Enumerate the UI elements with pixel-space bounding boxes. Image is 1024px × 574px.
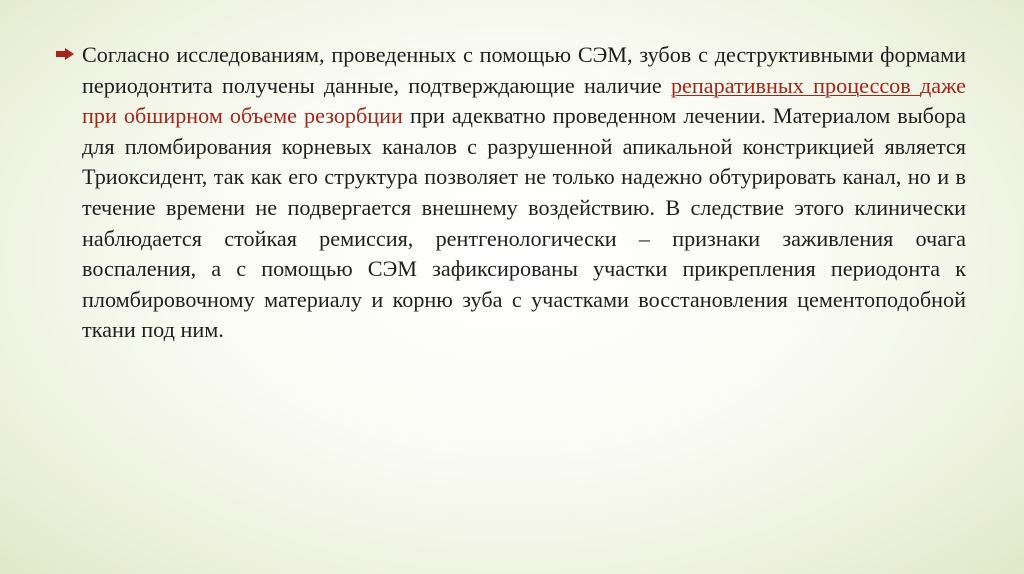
body-text-part1: Согласно исследованиям, проведенных с помощью СЭМ, зубов с деструктивными формами периодонтита получены данные, подтверждающие наличие	[82, 42, 966, 98]
body-text-part2: при адекватно проведенном лечении. Материалом выбора для пломбирования корневых каналов с разрушенной апикальной констрикцией является Триоксидент, так как его структура позволяет не только надежно обтурировать канал, но и в течение времени не подвергается внешнему воздействию. В следствие этого клинически наблюдается стойкая ремиссия, рентгенологически – признаки заживления очага воспаления, а с помощью СЭМ зафиксированы участки прикрепления периодонта к пломбировочному материалу и корню зуба с участками восстановления цементоподобной ткани под ним.	[82, 103, 966, 343]
resorption-phrase: даже при обширном объеме резорбции	[82, 72, 966, 129]
arrow-bullet-icon	[56, 48, 74, 60]
reparative-processes-link[interactable]: репаративных процессов	[670, 72, 920, 98]
bullet-paragraph	[56, 40, 966, 346]
body-text	[82, 40, 966, 346]
